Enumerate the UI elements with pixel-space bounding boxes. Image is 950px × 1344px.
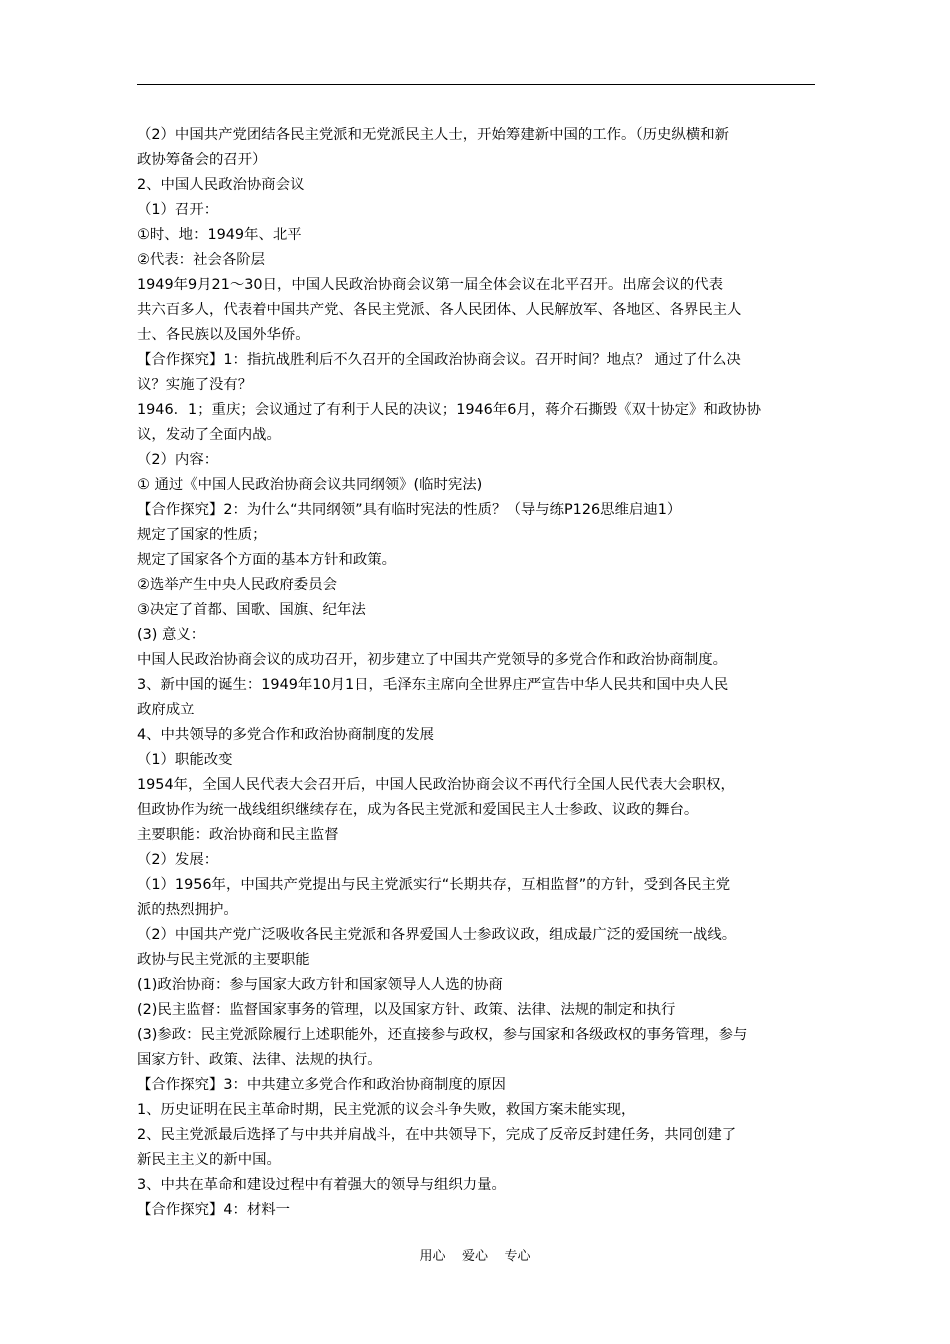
text-line: 中国人民政治协商会议的成功召开，初步建立了中国共产党领导的多党合作和政治协商制度。 xyxy=(137,652,728,668)
text-line: 新民主主义的新中国。 xyxy=(137,1152,281,1168)
text-line: (3)参政：民主党派除履行上述职能外，还直接参与政权，参与国家和各级政权的事务管理，参与 xyxy=(137,1027,748,1043)
text-line: 3、中共在革命和建设过程中有着强大的领导与组织力量。 xyxy=(137,1177,506,1193)
text-line: 政协筹备会的召开） xyxy=(137,152,267,168)
header-rule xyxy=(137,84,815,85)
text-line: 1、历史证明在民主革命时期，民主党派的议会斗争失败，救国方案未能实现， xyxy=(137,1102,636,1118)
section-heading: 3、新中国的诞生：1949年10月1日，毛泽东主席向全世界庄严宣告中华人民共和国中央人民 xyxy=(137,677,729,693)
subsection-heading: （2）内容： xyxy=(137,452,219,468)
inquiry-question: 【合作探究】4：材料一 xyxy=(137,1202,291,1218)
inquiry-question: 【合作探究】1：指抗战胜利后不久召开的全国政治协商会议。召开时间？地点？ 通过了什么决 xyxy=(137,352,741,368)
text-line: 但政协作为统一战线组织继续存在，成为各民主党派和爱国民主人士参政、议政的舞台。 xyxy=(137,802,699,818)
inquiry-question: 【合作探究】2：为什么“共同纲领”具有临时宪法的性质？（导与练P126思维启迪1） xyxy=(137,502,682,518)
text-line: 1949年9月21～30日，中国人民政治协商会议第一届全体会议在北平召开。出席会议的代表 xyxy=(137,277,724,293)
subsection-heading: （1）职能改变 xyxy=(137,752,233,768)
subsection-heading: （1）召开： xyxy=(137,202,219,218)
text-line: （2）中国共产党广泛吸收各民主党派和各界爱国人士参政议政，组成最广泛的爱国统一战线。 xyxy=(137,927,737,943)
text-line: ②选举产生中央人民政府委员会 xyxy=(137,577,337,593)
text-line: ③决定了首都、国歌、国旗、纪年法 xyxy=(137,602,366,618)
text-line: 政协与民主党派的主要职能 xyxy=(137,952,310,968)
text-line: (2)民主监督：监督国家事务的管理，以及国家方针、政策、法律、法规的制定和执行 xyxy=(137,1002,676,1018)
text-line: 2、民主党派最后选择了与中共并肩战斗，在中共领导下，完成了反帝反封建任务，共同创建了 xyxy=(137,1127,737,1143)
text-line: 1946．1；重庆；会议通过了有利于人民的决议；1946年6月，蒋介石撕毁《双十协定》和政协协 xyxy=(137,402,762,418)
document-body xyxy=(137,123,815,1223)
text-line: 共六百多人，代表着中国共产党、各民主党派、各人民团体、人民解放军、各地区、各界民主人 xyxy=(137,302,742,318)
text-line: （1）1956年，中国共产党提出与民主党派实行“长期共存，互相监督”的方针，受到各民主党 xyxy=(137,877,731,893)
text-line: 士、各民族以及国外华侨。 xyxy=(137,327,310,343)
text-line: （2）中国共产党团结各民主党派和无党派民主人士，开始筹建新中国的工作。（历史纵横和新 xyxy=(137,127,729,143)
text-line: 规定了国家的性质； xyxy=(137,527,267,543)
text-line: (1)政治协商：参与国家大政方针和国家领导人人选的协商 xyxy=(137,977,503,993)
text-line: 1954年，全国人民代表大会召开后，中国人民政治协商会议不再代行全国人民代表大会职权， xyxy=(137,777,735,793)
text-line: 国家方针、政策、法律、法规的执行。 xyxy=(137,1052,382,1068)
text-line: 议？实施了没有？ xyxy=(137,377,253,393)
text-line: 派的热烈拥护。 xyxy=(137,902,238,918)
text-line: ①时、地：1949年、北平 xyxy=(137,227,302,243)
subsection-heading: （2）发展： xyxy=(137,852,219,868)
inquiry-question: 【合作探究】3：中共建立多党合作和政治协商制度的原因 xyxy=(137,1077,506,1093)
text-line: ① 通过《中国人民政治协商会议共同纲领》(临时宪法) xyxy=(137,477,483,493)
section-heading: 4、中共领导的多党合作和政治协商制度的发展 xyxy=(137,727,434,743)
text-line: 议，发动了全面内战。 xyxy=(137,427,281,443)
subsection-heading: (3) 意义： xyxy=(137,627,206,643)
section-heading: 2、中国人民政治协商会议 xyxy=(137,177,305,193)
text-line: 规定了国家各个方面的基本方针和政策。 xyxy=(137,552,397,568)
page-footer: 用心 爱心 专心 xyxy=(419,1249,531,1264)
text-line: 主要职能：政治协商和民主监督 xyxy=(137,827,339,843)
text-line: ②代表：社会各阶层 xyxy=(137,252,266,268)
text-line: 政府成立 xyxy=(137,702,195,718)
